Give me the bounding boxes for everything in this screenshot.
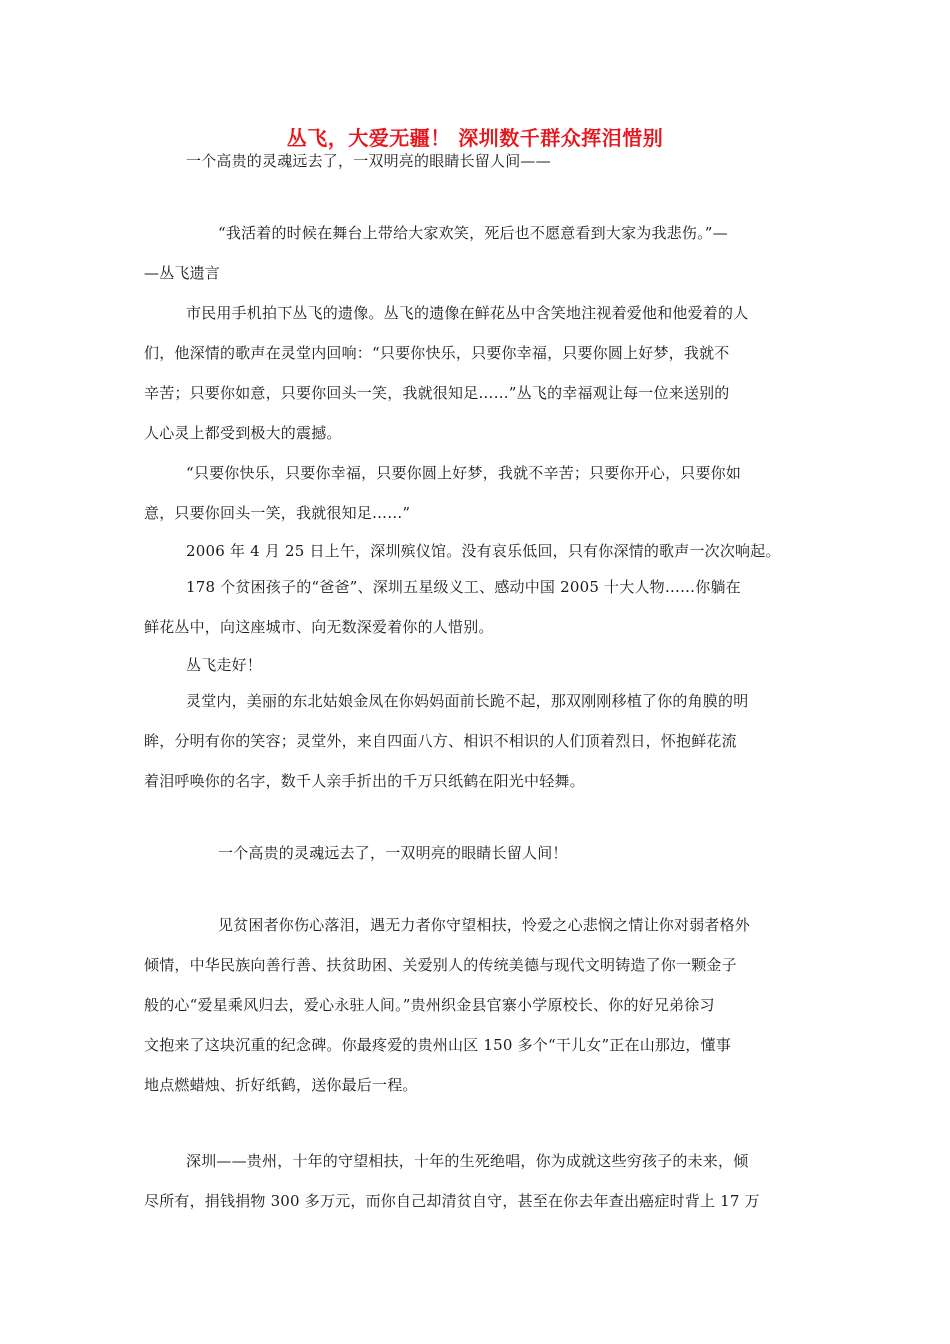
paragraph-line: 尽所有，捐钱捐物 300 多万元，而你自己却清贫自守，甚至在你去年查出癌症时背上 17 万 — [144, 1192, 760, 1210]
subtitle-line: 一个高贵的灵魂远去了，一双明亮的眼睛长留人间—— — [186, 152, 551, 170]
paragraph-line: 倾情，中华民族向善行善、扶贫助困、关爱别人的传统美德与现代文明铸造了你一颗金子 — [144, 956, 737, 974]
paragraph-line: “只要你快乐，只要你幸福，只要你圆上好梦，我就不辛苦；只要你开心，只要你如 — [186, 464, 742, 482]
paragraph-line: 178 个贫困孩子的“爸爸”、深圳五星级义工、感动中国 2005 十大人物……你躺在 — [186, 578, 741, 596]
paragraph-line: 灵堂内，美丽的东北姑娘金凤在你妈妈面前长跪不起，那双刚刚移植了你的角膜的明 — [186, 692, 749, 710]
paragraph-line: 丛飞走好！ — [186, 656, 263, 674]
paragraph-line: 眸，分明有你的笑容；灵堂外，来自四面八方、相识不相识的人们顶着烈日，怀抱鲜花流 — [144, 732, 737, 750]
highlight-line: 一个高贵的灵魂远去了，一双明亮的眼睛长留人间！ — [218, 844, 568, 862]
paragraph-line: 们，他深情的歌声在灵堂内回响：“只要你快乐，只要你幸福，只要你圆上好梦，我就不 — [144, 344, 730, 362]
paragraph-line: 鲜花丛中，向这座城市、向无数深爱着你的人惜别。 — [144, 618, 494, 636]
paragraph-line: 地点燃蜡烛、折好纸鹤，送你最后一程。 — [144, 1076, 418, 1094]
paragraph-line: 般的心“爱星乘风归去，爱心永驻人间。”贵州织金县官寨小学原校长、你的好兄弟徐习 — [144, 996, 715, 1014]
paragraph-line: 着泪呼唤你的名字，数千人亲手折出的千万只纸鹤在阳光中轻舞。 — [144, 772, 585, 790]
article-title: 丛飞，大爱无疆！ 深圳数千群众挥泪惜别 — [286, 126, 664, 150]
paragraph-line: 辛苦；只要你如意，只要你回头一笑，我就很知足……”丛飞的幸福观让每一位来送别的 — [144, 384, 730, 402]
paragraph-line: 人心灵上都受到极大的震撼。 — [144, 424, 342, 442]
paragraph-line: 市民用手机拍下丛飞的遗像。丛飞的遗像在鲜花丛中含笑地注视着爱他和他爱着的人 — [186, 304, 749, 322]
quote-attribution: —丛飞遗言 — [144, 264, 221, 282]
quote-line: “我活着的时候在舞台上带给大家欢笑，死后也不愿意看到大家为我悲伤。”— — [218, 224, 728, 242]
paragraph-line: 文抱来了这块沉重的纪念碑。你最疼爱的贵州山区 150 多个“干儿女”正在山那边，懂事 — [144, 1036, 731, 1054]
paragraph-line: 深圳——贵州，十年的守望相扶，十年的生死绝唱，你为成就这些穷孩子的未来，倾 — [186, 1152, 749, 1170]
paragraph-line: 见贫困者你伤心落泪，遇无力者你守望相扶，怜爱之心悲悯之情让你对弱者格外 — [218, 916, 751, 934]
paragraph-line: 2006 年 4 月 25 日上午，深圳殡仪馆。没有哀乐低回，只有你深情的歌声一次次响起。 — [186, 542, 781, 560]
paragraph-line: 意，只要你回头一笑，我就很知足……” — [144, 504, 411, 522]
